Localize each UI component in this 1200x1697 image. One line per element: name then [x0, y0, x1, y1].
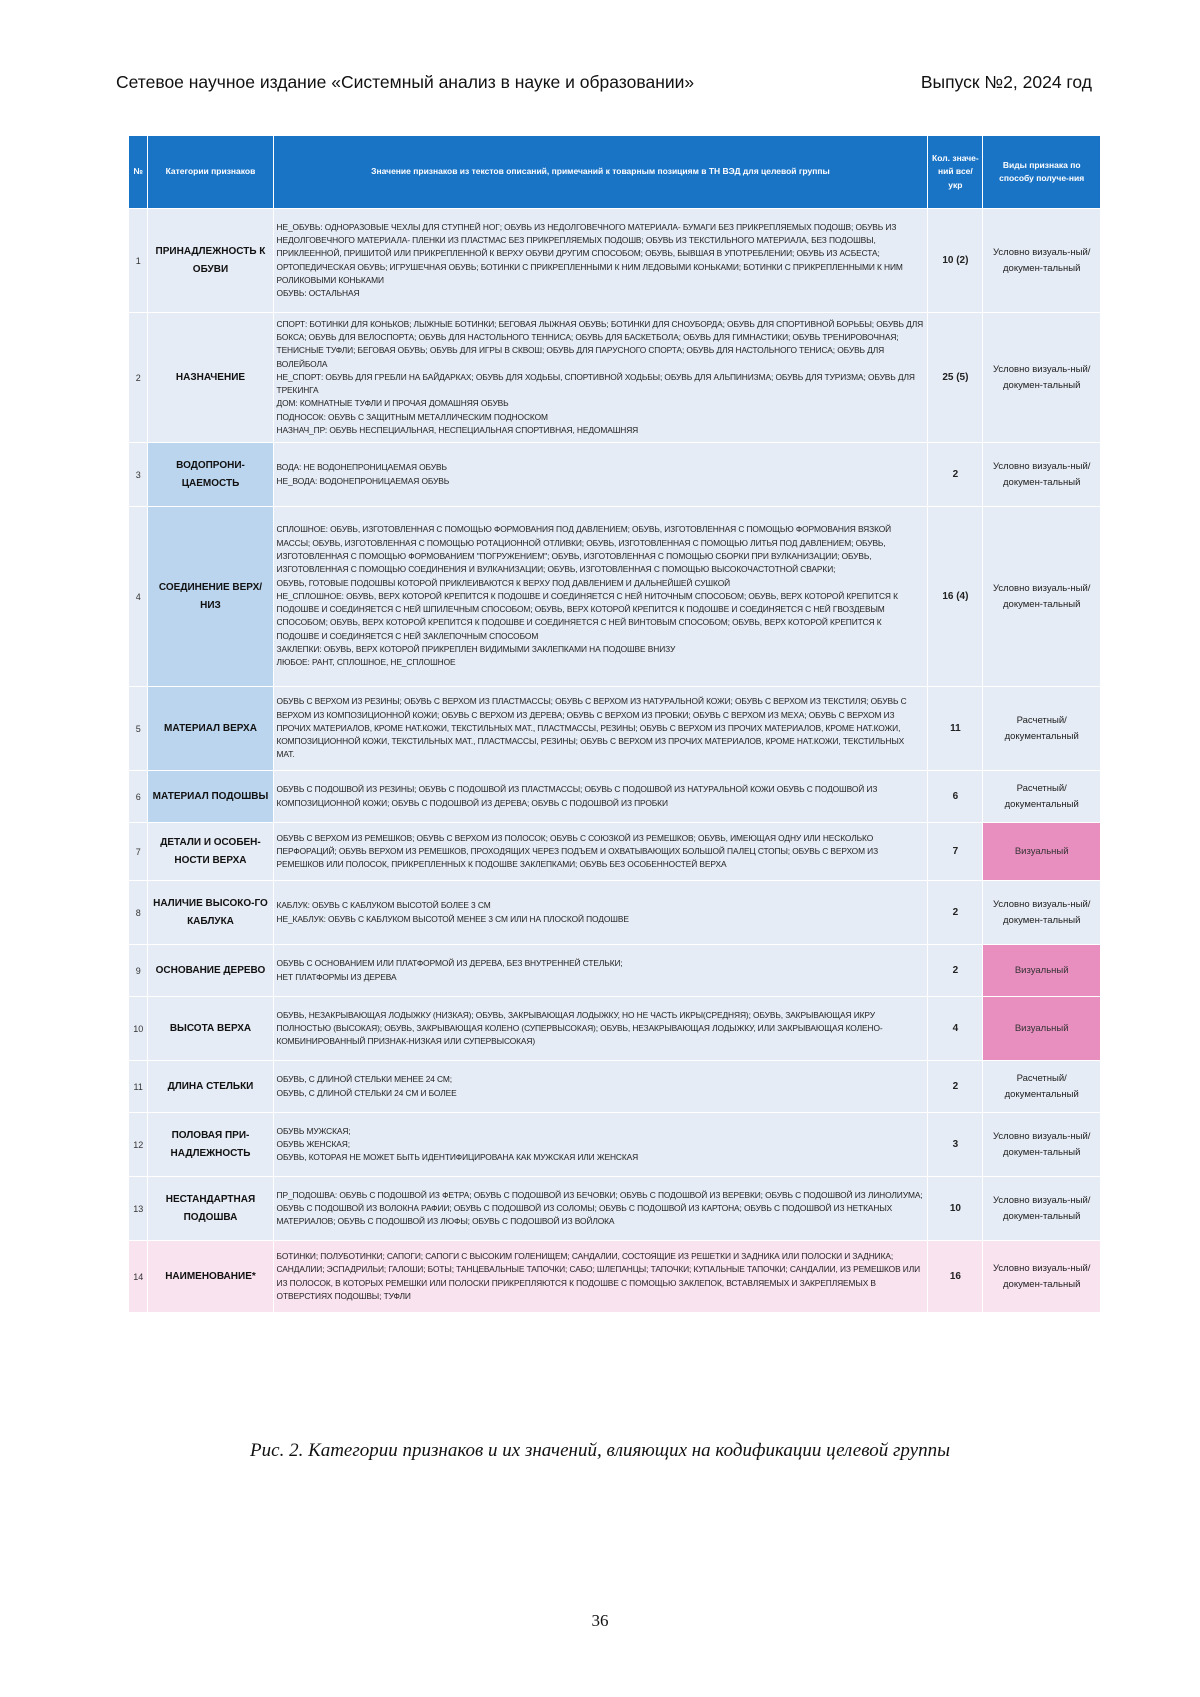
table-row [129, 1113, 1101, 1177]
value-line: СПОРТ: БОТИНКИ ДЛЯ КОНЬКОВ; ЛЫЖНЫЕ БОТИНКИ; БЕГОВАЯ ЛЫЖНАЯ ОБУВЬ; БОТИНКИ ДЛЯ СНОУБОРДА; ОБУВЬ ДЛЯ СПОРТИВНОЙ БОРЬБЫ; ОБУВЬ ДЛЯ БОКСА; ОБУВЬ ДЛЯ ВЕЛОСПОРТА; ОБУВЬ ДЛЯ НАСТОЛЬНОГО ТЕННИСА; ОБУВЬ ДЛЯ БАСКЕТБОЛА; ОБУВЬ ДЛЯ ГИМНАСТИКИ; ОБУВЬ ТРЕНИРОВОЧНАЯ; ТЕНИСНЫЕ ТУФЛИ; БЕГОВАЯ ОБУВЬ; ОБУВЬ ДЛЯ ИГРЫ В СКВОШ; ОБУВЬ ДЛЯ ПАРУСНОГО СПОРТА; ОБУВЬ ДЛЯ НАСТОЛЬНОГО ТЕНИСА; ОБУВЬ ДЛЯ ВОЛЕЙБОЛА [277, 318, 925, 371]
value-line: ОБУВЬ: ОСТАЛЬНАЯ [277, 287, 925, 300]
method-cell: Условно визуаль-ный/ докумен-тальный [983, 507, 1101, 687]
values-cell [273, 997, 928, 1061]
count-cell: 2 [928, 443, 983, 507]
value-line: ОБУВЬ МУЖСКАЯ; [277, 1125, 925, 1138]
page-number: 36 [0, 1611, 1200, 1631]
count-cell: 7 [928, 823, 983, 881]
values-cell [273, 823, 928, 881]
row-number: 6 [129, 771, 148, 823]
method-cell: Условно визуаль-ный/ докумен-тальный [983, 881, 1101, 945]
feature-categories-table [128, 135, 1101, 1313]
col-num-header: № [129, 136, 148, 209]
value-line: ОБУВЬ С ВЕРХОМ ИЗ РЕЗИНЫ; ОБУВЬ С ВЕРХОМ ИЗ ПЛАСТМАССЫ; ОБУВЬ С ВЕРХОМ ИЗ НАТУРАЛЬНОЙ КОЖИ; ОБУВЬ С ВЕРХОМ ИЗ ТЕКСТИЛЯ; ОБУВЬ С ВЕРХОМ ИЗ КОМПОЗИЦИОННОЙ КОЖИ; ОБУВЬ С ВЕРХОМ ИЗ ДЕРЕВА; ОБУВЬ С ВЕРХОМ ИЗ ПРОБКИ; ОБУВЬ С ВЕРХОМ ИЗ МЕХА; ОБУВЬ С ВЕРХОМ ИЗ ПРОЧИХ МАТЕРИАЛОВ, КРОМЕ НАТ.КОЖИ, ТЕКСТИЛЬНЫХ МАТ., ПЛАСТМАССЫ, РЕЗИНЫ; ОБУВЬ С ВЕРХОМ ИЗ ПРОЧИХ МАТЕРИАЛОВ, КРОМЕ НАТ.КОЖИ, КОМПОЗИЦИОННОЙ КОЖИ, ТЕКСТИЛЬНЫХ МАТ., ПЛАСТМАССЫ, РЕЗИНЫ; ОБУВЬ С ВЕРХОМ ИЗ ПРОЧИХ МАТЕРИАЛОВ, КРОМЕ НАТ.КОЖИ, ТЕКСТИЛЬНЫХ МАТ. [277, 695, 925, 761]
table-body [129, 209, 1101, 1313]
method-cell: Условно визуаль-ный/ докумен-тальный [983, 313, 1101, 443]
values-cell [273, 881, 928, 945]
count-cell: 10 [928, 1177, 983, 1241]
method-cell: Условно визуаль-ный/ докумен-тальный [983, 1241, 1101, 1313]
method-cell: Визуальный [983, 997, 1101, 1061]
values-cell [273, 945, 928, 997]
value-line: ОБУВЬ, С ДЛИНОЙ СТЕЛЬКИ 24 СМ И БОЛЕЕ [277, 1087, 925, 1100]
issue-label: Выпуск №2, 2024 год [921, 72, 1092, 93]
col-count-header: Кол. значе-ний все/укр [928, 136, 983, 209]
value-line: НЕ_ОБУВЬ: ОДНОРАЗОВЫЕ ЧЕХЛЫ ДЛЯ СТУПНЕЙ НОГ; ОБУВЬ ИЗ НЕДОЛГОВЕЧНОГО МАТЕРИАЛА- БУМАГИ БЕЗ ПРИКРЕПЛЯЕМЫХ ПОДОШВ; ОБУВЬ ИЗ НЕДОЛГОВЕЧНОГО МАТЕРИАЛА- ПЛЕНКИ ИЗ ПЛАСТМАС БЕЗ ПРИКРЕПЛЯЕМЫХ ПОДОШВ; ОБУВЬ ИЗ ТЕКСТИЛЬНОГО МАТЕРИАЛА, БЕЗ ПОДОШВЫ, ПРИКЛЕЕННОЙ, ПРИШИТОЙ ИЛИ ПРИКРЕПЛЕННОЙ К ВЕРХУ ОБУВИ ДРУГИМ СПОСОБОМ; ОБУВЬ, БЫВШАЯ В УПОТРЕБЛЕНИИ; ОБУВЬ ИЗ АСБЕСТА; ОРТОПЕДИЧЕСКАЯ ОБУВЬ; ИГРУШЕЧНАЯ ОБУВЬ; БОТИНКИ С ПРИКРЕПЛЕННЫМИ К НИМ ЛЕДОВЫМИ КОНЬКАМИ; БОТИНКИ С ПРИКРЕПЛЕННЫМИ К НИМ РОЛИКОВЫМИ КОНЬКАМИ [277, 221, 925, 287]
method-cell: Условно визуаль-ный/ докумен-тальный [983, 443, 1101, 507]
table-row [129, 945, 1101, 997]
row-number: 13 [129, 1177, 148, 1241]
category-cell: ВЫСОТА ВЕРХА [148, 997, 273, 1061]
value-line: ЗАКЛЕПКИ: ОБУВЬ, ВЕРХ КОТОРОЙ ПРИКРЕПЛЕН ВИДИМЫМИ ЗАКЛЕПКАМИ НА ПОДОШВЕ ВНИЗУ [277, 643, 925, 656]
values-cell [273, 1177, 928, 1241]
count-cell: 4 [928, 997, 983, 1061]
col-category-header: Категории признаков [148, 136, 273, 209]
row-number: 7 [129, 823, 148, 881]
values-cell [273, 687, 928, 771]
count-cell: 6 [928, 771, 983, 823]
value-line: НЕ_КАБЛУК: ОБУВЬ С КАБЛУКОМ ВЫСОТОЙ МЕНЕЕ 3 СМ ИЛИ НА ПЛОСКОЙ ПОДОШВЕ [277, 913, 925, 926]
values-cell [273, 1241, 928, 1313]
row-number: 5 [129, 687, 148, 771]
row-number: 1 [129, 209, 148, 313]
value-line: ПР_ПОДОШВА: ОБУВЬ С ПОДОШВОЙ ИЗ ФЕТРА; ОБУВЬ С ПОДОШВОЙ ИЗ БЕЧОВКИ; ОБУВЬ С ПОДОШВОЙ ИЗ ВЕРЕВКИ; ОБУВЬ С ПОДОШВОЙ ИЗ ЛИНОЛИУМА; ОБУВЬ С ПОДОШВОЙ ИЗ ВОЛОКНА РАФИИ; ОБУВЬ С ПОДОШВОЙ ИЗ СОЛОМЫ; ОБУВЬ С ПОДОШВОЙ ИЗ КАРТОНА; ОБУВЬ С ПОДОШВОЙ ИЗ НЕТКАНЫХ МАТЕРИАЛОВ; ОБУВЬ С ПОДОШВОЙ ИЗ ЛЮФЫ; ОБУВЬ С ПОДОШВОЙ ИЗ ВОЙЛОКА [277, 1189, 925, 1229]
table-row [129, 771, 1101, 823]
table-row [129, 1241, 1101, 1313]
value-line: СПЛОШНОЕ: ОБУВЬ, ИЗГОТОВЛЕННАЯ С ПОМОЩЬЮ ФОРМОВАНИЯ ПОД ДАВЛЕНИЕМ; ОБУВЬ, ИЗГОТОВЛЕННАЯ С ПОМОЩЬЮ ФОРМОВАНИЯ ВЯЗКОЙ МАССЫ; ОБУВЬ, ИЗГОТОВЛЕННАЯ С ПОМОЩЬЮ РОТАЦИОННОЙ ОТЛИВКИ; ОБУВЬ, ИЗГОТОВЛЕННАЯ С ПОМОЩЬЮ ЛИТЬЯ ПОД ДАВЛЕНИЕМ; ОБУВЬ, ИЗГОТОВЛЕННАЯ С ПОМОЩЬЮ ФОРМОВАНИЕМ "ПОГРУЖЕНИЕМ"; ОБУВЬ, ИЗГОТОВЛЕННАЯ С ПОМОЩЬЮ СБОРКИ ПРИ ВУЛКАНИЗАЦИИ; ОБУВЬ, ИЗГОТОВЛЕННАЯ С ПОМОЩЬЮ СОЕДИНЕНИЯ И ВУЛКАНИЗАЦИИ; ОБУВЬ, ИЗГОТОВЛЕННАЯ С ПОМОЩЬЮ ВЫСОКОЧАСТОТНОЙ СВАРКИ; [277, 523, 925, 576]
count-cell: 10 (2) [928, 209, 983, 313]
value-line: ОБУВЬ, КОТОРАЯ НЕ МОЖЕТ БЫТЬ ИДЕНТИФИЦИРОВАНА КАК МУЖСКАЯ ИЛИ ЖЕНСКАЯ [277, 1151, 925, 1164]
values-cell [273, 507, 928, 687]
table-row [129, 823, 1101, 881]
value-line: ОБУВЬ С ВЕРХОМ ИЗ РЕМЕШКОВ; ОБУВЬ С ВЕРХОМ ИЗ ПОЛОСОК; ОБУВЬ С СОЮЗКОЙ ИЗ РЕМЕШКОВ; ОБУВЬ, ИМЕЮЩАЯ ОДНУ ИЛИ НЕСКОЛЬКО ПЕРФОРАЦИЙ; ОБУВЬ ВЕРХОМ ИЗ РЕМЕШКОВ, ПРОХОДЯЩИХ ЧЕРЕЗ ПОДЪЕМ И ОХВАТЫВАЮЩИХ БОЛЬШОЙ ПАЛЕЦ СТОПЫ; ОБУВЬ С ВЕРХОМ ИЗ РЕМЕШКОВ ИЛИ ПОЛОСОК, ПРИКРЕПЛЕННЫХ К ПОДОШВЕ ЗАКЛЕПКАМИ; ОБУВЬ БЕЗ ОСОБЕННОСТЕЙ ВЕРХА [277, 832, 925, 872]
values-cell [273, 771, 928, 823]
table-row [129, 507, 1101, 687]
category-cell: ОСНОВАНИЕ ДЕРЕВО [148, 945, 273, 997]
method-cell: Расчетный/ документальный [983, 1061, 1101, 1113]
method-cell: Условно визуаль-ный/ докумен-тальный [983, 209, 1101, 313]
count-cell: 2 [928, 1061, 983, 1113]
count-cell: 25 (5) [928, 313, 983, 443]
category-cell: МАТЕРИАЛ ВЕРХА [148, 687, 273, 771]
method-cell: Условно визуаль-ный/ докумен-тальный [983, 1113, 1101, 1177]
value-line: НЕТ ПЛАТФОРМЫ ИЗ ДЕРЕВА [277, 971, 925, 984]
value-line: ПОДНОСОК: ОБУВЬ С ЗАЩИТНЫМ МЕТАЛЛИЧЕСКИМ ПОДНОСКОМ [277, 411, 925, 424]
value-line: ОБУВЬ ЖЕНСКАЯ; [277, 1138, 925, 1151]
row-number: 9 [129, 945, 148, 997]
category-cell: НЕСТАНДАРТНАЯ ПОДОШВА [148, 1177, 273, 1241]
value-line: ДОМ: КОМНАТНЫЕ ТУФЛИ И ПРОЧАЯ ДОМАШНЯЯ ОБУВЬ [277, 397, 925, 410]
table-row [129, 1061, 1101, 1113]
category-cell: НАЗНАЧЕНИЕ [148, 313, 273, 443]
table-row [129, 1177, 1101, 1241]
category-cell: НАЛИЧИЕ ВЫСОКО-ГО КАБЛУКА [148, 881, 273, 945]
category-cell: НАИМЕНОВАНИЕ* [148, 1241, 273, 1313]
category-cell: ДЕТАЛИ И ОСОБЕН-НОСТИ ВЕРХА [148, 823, 273, 881]
count-cell: 2 [928, 881, 983, 945]
value-line: ВОДА: НЕ ВОДОНЕПРОНИЦАЕМАЯ ОБУВЬ [277, 461, 925, 474]
value-line: ОБУВЬ С ПОДОШВОЙ ИЗ РЕЗИНЫ; ОБУВЬ С ПОДОШВОЙ ИЗ ПЛАСТМАССЫ; ОБУВЬ С ПОДОШВОЙ ИЗ НАТУРАЛЬНОЙ КОЖИ ОБУВЬ С ПОДОШВОЙ ИЗ КОМПОЗИЦИОННОЙ КОЖИ; ОБУВЬ С ПОДОШВОЙ ИЗ ДЕРЕВА; ОБУВЬ С ПОДОШВОЙ ИЗ ПРОБКИ [277, 783, 925, 810]
table-row [129, 313, 1101, 443]
category-cell: СОЕДИНЕНИЕ ВЕРХ/НИЗ [148, 507, 273, 687]
value-line: ОБУВЬ, НЕЗАКРЫВАЮЩАЯ ЛОДЫЖКУ (НИЗКАЯ); ОБУВЬ, ЗАКРЫВАЮЩАЯ ЛОДЫЖКУ, НО НЕ ЧАСТЬ ИКРЫ(СРЕДНЯЯ); ОБУВЬ, ЗАКРЫВАЮЩАЯ ИКРУ ПОЛНОСТЬЮ (ВЫСОКАЯ); ОБУВЬ, ЗАКРЫВАЮЩАЯ КОЛЕНО (СУПЕРВЫСОКАЯ); ОБУВЬ, НЕЗАКРЫВАЮЩАЯ ЛОДЫЖКУ, ИЛИ ЗАКРЫВАЮЩАЯ КОЛЕНО-КОМБИНИРОВАННЫЙ ПРИЗНАК-НИЗКАЯ ИЛИ СУПЕРВЫСОКАЯ) [277, 1009, 925, 1049]
row-number: 4 [129, 507, 148, 687]
count-cell: 16 (4) [928, 507, 983, 687]
row-number: 8 [129, 881, 148, 945]
table-row [129, 687, 1101, 771]
values-cell [273, 1113, 928, 1177]
values-cell [273, 443, 928, 507]
method-cell: Визуальный [983, 823, 1101, 881]
value-line: КАБЛУК: ОБУВЬ С КАБЛУКОМ ВЫСОТОЙ БОЛЕЕ 3 СМ [277, 899, 925, 912]
table-row [129, 997, 1101, 1061]
table-row [129, 881, 1101, 945]
method-cell: Расчетный/ документальный [983, 771, 1101, 823]
category-cell: ПОЛОВАЯ ПРИ-НАДЛЕЖНОСТЬ [148, 1113, 273, 1177]
table-row [129, 209, 1101, 313]
journal-title: Сетевое научное издание «Системный анализ в науке и образовании» [116, 72, 694, 93]
count-cell: 3 [928, 1113, 983, 1177]
table-header-row [129, 136, 1101, 209]
category-cell: ПРИНАДЛЕЖНОСТЬ К ОБУВИ [148, 209, 273, 313]
values-cell [273, 313, 928, 443]
count-cell: 2 [928, 945, 983, 997]
category-cell: ДЛИНА СТЕЛЬКИ [148, 1061, 273, 1113]
value-line: ЛЮБОЕ: РАНТ, СПЛОШНОЕ, НЕ_СПЛОШНОЕ [277, 656, 925, 669]
row-number: 2 [129, 313, 148, 443]
figure-caption: Рис. 2. Категории признаков и их значений, влияющих на кодификации целевой группы [0, 1440, 1200, 1462]
col-values-header: Значение признаков из текстов описаний, примечаний к товарным позициям в ТН ВЭД для целевой группы [273, 136, 928, 209]
row-number: 14 [129, 1241, 148, 1313]
method-cell: Условно визуаль-ный/ докумен-тальный [983, 1177, 1101, 1241]
category-cell: МАТЕРИАЛ ПОДОШВЫ [148, 771, 273, 823]
value-line: ОБУВЬ С ОСНОВАНИЕМ ИЛИ ПЛАТФОРМОЙ ИЗ ДЕРЕВА, БЕЗ ВНУТРЕННЕЙ СТЕЛЬКИ; [277, 957, 925, 970]
row-number: 11 [129, 1061, 148, 1113]
method-cell: Визуальный [983, 945, 1101, 997]
count-cell: 16 [928, 1241, 983, 1313]
value-line: НЕ_ВОДА: ВОДОНЕПРОНИЦАЕМАЯ ОБУВЬ [277, 475, 925, 488]
count-cell: 11 [928, 687, 983, 771]
value-line: ОБУВЬ, С ДЛИНОЙ СТЕЛЬКИ МЕНЕЕ 24 СМ; [277, 1073, 925, 1086]
col-method-header: Виды признака по способу получе-ния [983, 136, 1101, 209]
row-number: 12 [129, 1113, 148, 1177]
table-row [129, 443, 1101, 507]
value-line: ОБУВЬ, ГОТОВЫЕ ПОДОШВЫ КОТОРОЙ ПРИКЛЕИВАЮТСЯ К ВЕРХУ ПОД ДАВЛЕНИЕМ И ДАЛЬНЕЙШЕЙ СУШКОЙ [277, 577, 925, 590]
value-line: НЕ_СПОРТ: ОБУВЬ ДЛЯ ГРЕБЛИ НА БАЙДАРКАХ; ОБУВЬ ДЛЯ ХОДЬБЫ, СПОРТИВНОЙ ХОДЬБЫ; ОБУВЬ ДЛЯ АЛЬПИНИЗМА; ОБУВЬ ДЛЯ ТУРИЗМА; ОБУВЬ ДЛЯ ТРЕКИНГА [277, 371, 925, 398]
values-cell [273, 209, 928, 313]
row-number: 10 [129, 997, 148, 1061]
row-number: 3 [129, 443, 148, 507]
value-line: НЕ_СПЛОШНОЕ: ОБУВЬ, ВЕРХ КОТОРОЙ КРЕПИТСЯ К ПОДОШВЕ И СОЕДИНЯЕТСЯ С НЕЙ НИТОЧНЫМ СПОСОБОМ; ОБУВЬ, ВЕРХ КОТОРОЙ КРЕПИТСЯ К ПОДОШВЕ И СОЕДИНЯЕТСЯ С НЕЙ ШПИЛЕЧНЫМ СПОСОБОМ; ОБУВЬ, ВЕРХ КОТОРОЙ КРЕПИТСЯ К ПОДОШВЕ И СОЕДИНЯЕТСЯ С НЕЙ ГВОЗДЕВЫМ СПОСОБОМ; ОБУВЬ, ВЕРХ КОТОРОЙ КРЕПИТСЯ К ПОДОШВЕ И СОЕДИНЯЕТСЯ С НЕЙ ВИНТОВЫМ СПОСОБОМ; ОБУВЬ, ВЕРХ КОТОРОЙ КРЕПИТСЯ К ПОДОШВЕ И СОЕДИНЯЕТСЯ С НЕЙ ЗАКЛЕПОЧНЫМ СПОСОБОМ [277, 590, 925, 643]
category-cell: ВОДОПРОНИ-ЦАЕМОСТЬ [148, 443, 273, 507]
value-line: НАЗНАЧ_ПР: ОБУВЬ НЕСПЕЦИАЛЬНАЯ, НЕСПЕЦИАЛЬНАЯ СПОРТИВНАЯ, НЕДОМАШНЯЯ [277, 424, 925, 437]
method-cell: Расчетный/ документальный [983, 687, 1101, 771]
values-cell [273, 1061, 928, 1113]
value-line: БОТИНКИ; ПОЛУБОТИНКИ; САПОГИ; САПОГИ С ВЫСОКИМ ГОЛЕНИЩЕМ; САНДАЛИИ, СОСТОЯЩИЕ ИЗ РЕШЕТКИ И ЗАДНИКА ИЛИ ПОЛОСКИ И ЗАДНИКА; САНДАЛИИ; ЭСПАДРИЛЬИ; ГАЛОШИ; БОТЫ; ТАНЦЕВАЛЬНЫЕ ТАПОЧКИ; САБО; ШЛЕПАНЦЫ; ТАПОЧКИ; КУПАЛЬНЫЕ ТАПОЧКИ; САНДАЛИИ, ИЗ РЕМЕШКОВ ИЛИ ИЗ ПОЛОСОК, В КОТОРЫХ РЕМЕШКИ ИЛИ ПОЛОСКИ ПРИКРЕПЛЯЮТСЯ К ПОДОШВЕ С ПОМОЩЬЮ ЗАКЛЕПОК, ВСТАВЛЯЕМЫХ И ЗАКРЕПЛЯЕМЫХ В ОТВЕРСТИЯХ ПОДОШВЫ; ТУФЛИ [277, 1250, 925, 1303]
